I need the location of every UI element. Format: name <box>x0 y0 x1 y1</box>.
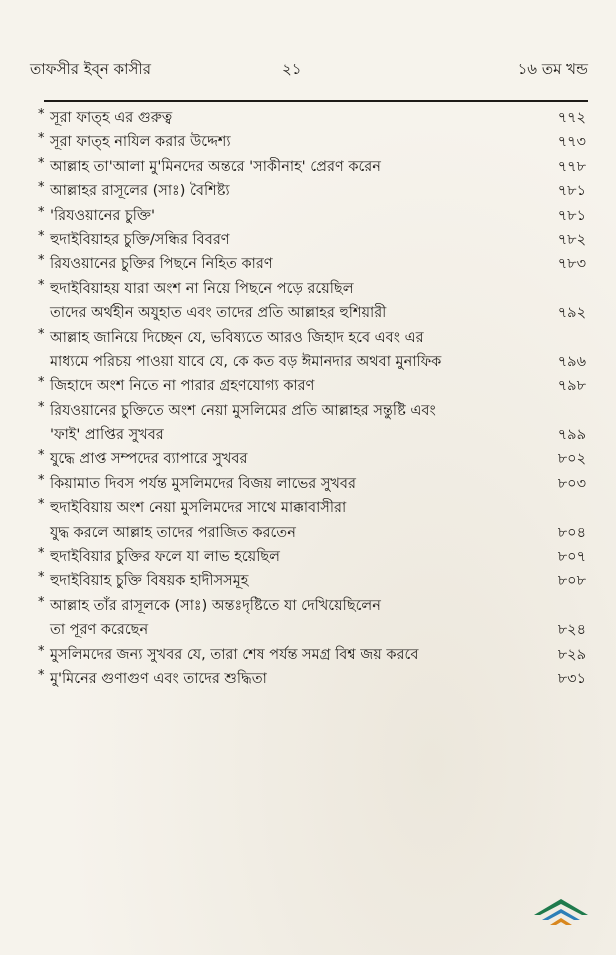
bullet-marker: * <box>38 667 45 683</box>
toc-entry-title: 'রিযওয়ানের চুক্তি' <box>50 207 155 224</box>
toc-entry-line <box>38 618 586 642</box>
toc-page-number: ৮০৪ <box>557 524 586 541</box>
toc-entry[interactable] <box>38 374 586 398</box>
toc-page-number: ৭৯২ <box>557 305 586 322</box>
bullet-marker: * <box>38 570 45 586</box>
toc-entry[interactable] <box>38 277 586 326</box>
toc-entry-title: মু'মিনের গুণাগুণ এবং তাদের শুদ্ধিতা <box>50 670 267 687</box>
toc-page-number: ৭৭৮ <box>557 158 586 175</box>
toc-entry-line <box>38 228 586 252</box>
header-rule <box>44 100 588 102</box>
bullet-marker: * <box>38 155 45 171</box>
toc-page-number: ৮২৪ <box>557 622 586 639</box>
toc-entry-title: হুদাইবিয়াহর চুক্তি/সন্ধির বিবরণ <box>50 231 230 248</box>
toc-entry-line <box>38 521 586 545</box>
page-header <box>30 58 588 88</box>
toc-page-number: ৭৭২ <box>557 110 586 126</box>
toc-entry[interactable] <box>38 179 586 203</box>
toc-entry-line <box>38 277 586 301</box>
volume-label: ১৬ তম খন্ড <box>517 60 588 78</box>
toc-page-number: ৭৮১ <box>557 183 586 200</box>
bullet-marker: * <box>38 643 45 659</box>
toc-entry-title: আল্লাহ তাঁর রাসূলকে (সাঃ) অন্তঃদৃষ্টিতে যা দেখিয়েছিলেন <box>50 597 381 614</box>
toc-entry[interactable] <box>38 155 586 179</box>
toc-entry-line <box>38 252 586 276</box>
toc-entry-title: হুদাইবিয়াহ চুক্তি বিষয়ক হাদীসসমূহ <box>50 573 249 590</box>
toc-entry-title: মাধ্যমে পরিচয় পাওয়া যাবে যে, কে কত বড় ঈমানদার অথবা মুনাফিক <box>50 353 442 370</box>
toc-entry-title: 'ফাই' প্রাপ্তির সুখবর <box>50 427 164 444</box>
bullet-marker: * <box>38 546 45 562</box>
toc-entry-line <box>38 301 586 325</box>
book-title: তাফসীর ইব্‌ন কাসীর <box>30 60 151 78</box>
toc-entry[interactable] <box>38 472 586 496</box>
bullet-marker: * <box>38 326 45 342</box>
toc-entry-line <box>38 447 586 471</box>
toc-entry-title: সূরা ফাত্‌হ নাযিল করার উদ্দেশ্য <box>50 134 231 151</box>
toc-entry-line <box>38 326 586 350</box>
toc-entry[interactable] <box>38 496 586 545</box>
toc-entry-line <box>38 545 586 569</box>
toc-entry-title: তা পূরণ করেছেন <box>50 622 149 639</box>
toc-entry-line <box>38 667 586 691</box>
toc-entry-line <box>38 594 586 618</box>
toc-page-number: ৭৯৮ <box>557 378 586 395</box>
toc-entry-line <box>38 106 586 130</box>
toc-page-number: ৭৭৩ <box>557 134 586 151</box>
toc-entry-title: যুদ্ধে প্রাপ্ত সম্পদের ব্যাপারে সুখবর <box>50 451 248 468</box>
table-of-contents <box>38 106 586 691</box>
bullet-marker: * <box>38 204 45 220</box>
toc-page-number: ৭৮৩ <box>557 256 586 273</box>
toc-entry[interactable] <box>38 594 586 643</box>
toc-entry-line <box>38 155 586 179</box>
toc-page-number: ৭৮২ <box>557 231 586 248</box>
toc-page-number: ৭৯৬ <box>557 353 586 370</box>
toc-entry[interactable] <box>38 204 586 228</box>
page-number: ২১ <box>282 60 302 78</box>
toc-page-number: ৭৯৯ <box>557 427 586 444</box>
publisher-logo-icon <box>530 893 592 933</box>
toc-entry-line <box>38 204 586 228</box>
toc-entry[interactable] <box>38 667 586 691</box>
toc-entry-title: তাদের অর্থহীন অযুহাত এবং তাদের প্রতি আল্লাহর হুশিয়ারী <box>50 305 387 322</box>
toc-entry[interactable] <box>38 643 586 667</box>
bullet-marker: * <box>38 228 45 244</box>
toc-entry-line <box>38 179 586 203</box>
toc-entry-title: কিয়ামাত দিবস পর্যন্ত মুসলিমদের বিজয় লাভের সুখবর <box>50 475 356 492</box>
toc-entry-title: রিযওয়ানের চুক্তিতে অংশ নেয়া মুসলিমের প্রতি আল্লাহর সন্তুষ্টি এবং <box>50 402 436 419</box>
toc-entry[interactable] <box>38 252 586 276</box>
bullet-marker: * <box>38 180 45 196</box>
bullet-marker: * <box>38 131 45 147</box>
bullet-marker: * <box>38 399 45 415</box>
bullet-marker: * <box>38 253 45 269</box>
bullet-marker: * <box>38 497 45 513</box>
toc-entry[interactable] <box>38 569 586 593</box>
toc-entry-title: রিযওয়ানের চুক্তির পিছনে নিহিত কারণ <box>50 256 273 273</box>
toc-entry[interactable] <box>38 447 586 471</box>
bullet-marker: * <box>38 107 45 122</box>
toc-entry-title: সূরা ফাত্‌হ এর গুরুত্ব <box>50 110 173 126</box>
toc-entry-line <box>38 569 586 593</box>
toc-entry-title: জিহাদে অংশ নিতে না পারার গ্রহণযোগ্য কারণ <box>50 378 315 395</box>
toc-entry[interactable] <box>38 545 586 569</box>
toc-page-number: ৮২৯ <box>557 646 586 663</box>
bullet-marker: * <box>38 594 45 610</box>
bullet-marker: * <box>38 448 45 464</box>
bullet-marker: * <box>38 472 45 488</box>
toc-entry-line <box>38 423 586 447</box>
toc-entry[interactable] <box>38 106 586 130</box>
toc-entry-title: আল্লাহ জানিয়ে দিচ্ছেন যে, ভবিষ্যতে আরও জিহাদ হবে এবং এর <box>50 329 424 346</box>
toc-page-number: ৮০৮ <box>557 573 586 590</box>
bullet-marker: * <box>38 375 45 391</box>
toc-entry[interactable] <box>38 399 586 448</box>
toc-page-number: ৮৩১ <box>557 670 586 687</box>
toc-entry-line <box>38 496 586 520</box>
toc-entry-title: হুদাইবিয়াহয় যারা অংশ না নিয়ে পিছনে পড়ে রয়েছিল <box>50 280 354 297</box>
toc-entry-line <box>38 472 586 496</box>
toc-entry-line <box>38 399 586 423</box>
toc-entry[interactable] <box>38 130 586 154</box>
toc-entry-title: হুদাইবিয়ার চুক্তির ফলে যা লাভ হয়েছিল <box>50 549 280 566</box>
toc-page-number: ৭৮১ <box>557 207 586 224</box>
bullet-marker: * <box>38 277 45 293</box>
toc-entry-line <box>38 643 586 667</box>
toc-entry-line <box>38 374 586 398</box>
toc-entry-title: যুদ্ধ করলে আল্লাহ তাদের পরাজিত করতেন <box>50 524 296 541</box>
toc-entry-title: হুদাইবিয়ায় অংশ নেয়া মুসলিমদের সাথে মাক্কাবাসীরা <box>50 500 347 517</box>
toc-entry-line <box>38 350 586 374</box>
toc-page-number: ৮০৭ <box>557 549 586 566</box>
toc-page-number: ৮০৩ <box>557 475 586 492</box>
toc-entry-line <box>38 130 586 154</box>
toc-entry-title: মুসলিমদের জন্য সুখবর যে, তারা শেষ পর্যন্ত সমগ্র বিশ্ব জয় করবে <box>50 646 419 663</box>
toc-entry-title: আল্লাহ তা'আলা মু'মিনদের অন্তরে 'সাকীনাহ' প্রেরণ করেন <box>50 158 381 175</box>
toc-entry[interactable] <box>38 326 586 375</box>
toc-page-number: ৮০২ <box>557 451 586 468</box>
toc-entry-title: আল্লাহর রাসূলের (সাঃ) বৈশিষ্ট্য <box>50 183 230 200</box>
toc-entry[interactable] <box>38 228 586 252</box>
